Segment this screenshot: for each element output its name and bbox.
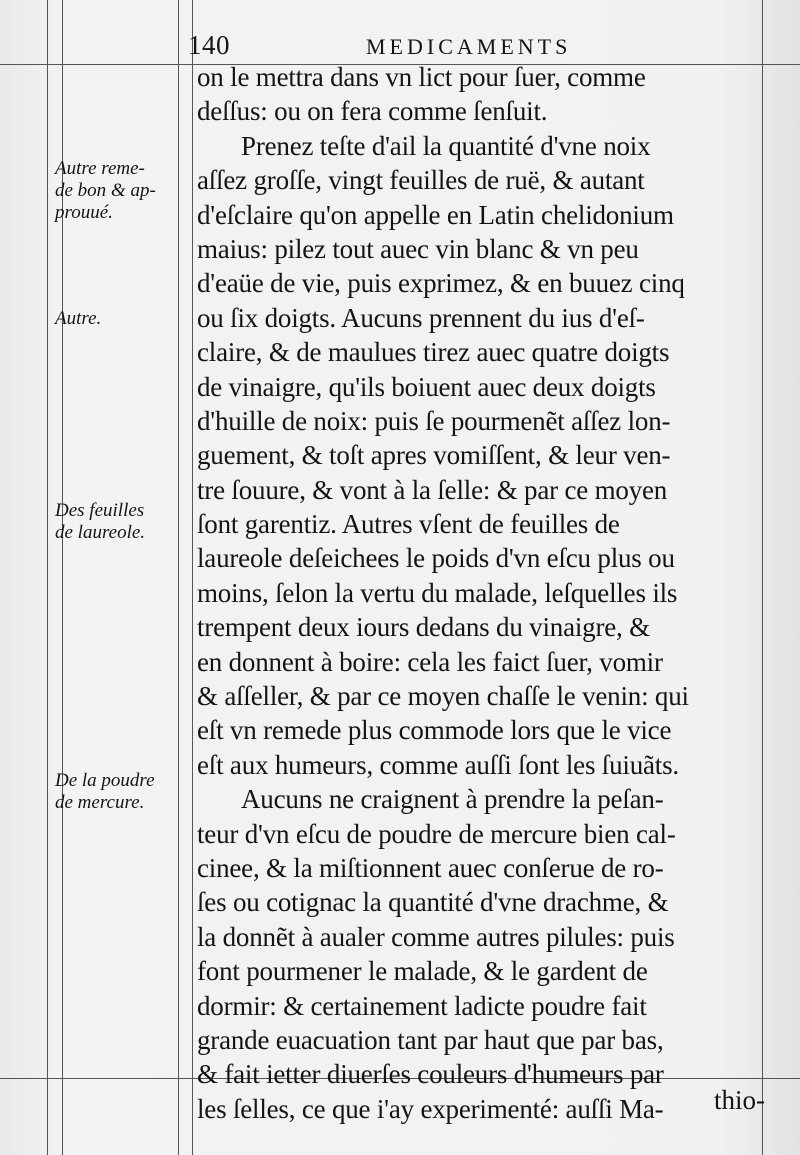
text-line: cinee, & la miſtionnent auec conſerue de ro- bbox=[197, 852, 664, 883]
margin-note-line: de bon & ap- bbox=[55, 180, 156, 201]
text-line: grande euacuation tant par haut que par bas, bbox=[197, 1024, 664, 1055]
main-text-block bbox=[197, 60, 755, 1126]
text-line: eſt aux humeurs, comme auſſi ſont les ſuiuãts. bbox=[197, 749, 679, 780]
margin-note-line: de mercure. bbox=[55, 792, 145, 813]
text-line: guement, & toſt apres vomiſſent, & leur ven- bbox=[197, 440, 671, 471]
text-line: trempent deux iours dedans du vinaigre, & bbox=[197, 612, 650, 643]
text-line: deſſus: ou on fera comme ſenſuit. bbox=[197, 96, 548, 127]
text-line: & fait ietter diuerſes couleurs d'humeurs par bbox=[197, 1059, 664, 1090]
running-title: MEDICAMENTS bbox=[366, 34, 572, 59]
margin-note-line: Autre. bbox=[55, 308, 102, 329]
text-line: ſes ou cotignac la quantité d'vne drachme, & bbox=[197, 887, 669, 918]
text-line: Prenez teſte d'ail la quantité d'vne noix bbox=[241, 130, 651, 161]
margin-note-laureole bbox=[55, 500, 190, 544]
catchword: thio- bbox=[714, 1085, 765, 1115]
text-line: d'eaüe de vie, puis exprimez, & en buuez cinq bbox=[197, 268, 685, 299]
text-line: maius: pilez tout auec vin blanc & vn peu bbox=[197, 233, 639, 264]
text-line: ou ſix doigts. Aucuns prennent du ius d'eſ- bbox=[197, 302, 645, 333]
text-line: tre ſouure, & vont à la ſelle: & par ce moyen bbox=[197, 474, 668, 505]
margin-note-autre bbox=[55, 308, 190, 330]
page-header bbox=[188, 30, 748, 64]
page-number: 140 bbox=[188, 30, 230, 60]
text-line: on le mettra dans vn lict pour ſuer, comme bbox=[197, 62, 646, 92]
text-line: la donnẽt à aualer comme autres pilules: puis bbox=[197, 921, 675, 952]
text-line: ſont garentiz. Autres vſent de feuilles de bbox=[197, 509, 620, 540]
text-line: en donnent à boire: cela les faict ſuer, vomir bbox=[197, 646, 663, 677]
text-line: aſſez groſſe, vingt feuilles de ruë, & autant bbox=[197, 165, 645, 196]
text-line: moins, ſelon la vertu du malade, leſquelles ils bbox=[197, 577, 678, 608]
margin-note-mercure bbox=[55, 770, 190, 814]
text-column-rule bbox=[192, 0, 193, 1155]
text-line: teur d'vn eſcu de poudre de mercure bien cal- bbox=[197, 818, 676, 849]
margin-note-line: Des feuilles bbox=[55, 500, 145, 521]
text-line: d'eſclaire qu'on appelle en Latin chelidonium bbox=[197, 199, 674, 230]
text-line: font pourmener le malade, & le gardent de bbox=[197, 956, 648, 987]
text-line: laureole deſeichees le poids d'vn eſcu plus ou bbox=[197, 543, 675, 574]
outer-left-rule bbox=[47, 0, 48, 1155]
margin-note-line: Autre reme- bbox=[55, 158, 145, 179]
margin-note-line: prouué. bbox=[55, 202, 113, 223]
text-line: Aucuns ne craignent à prendre la peſan- bbox=[241, 784, 664, 815]
text-line: dormir: & certainement ladicte poudre fait bbox=[197, 990, 647, 1021]
margin-note-line: de laureole. bbox=[55, 522, 146, 543]
right-rule bbox=[762, 0, 763, 1155]
text-line: claire, & de maulues tirez auec quatre doigts bbox=[197, 337, 670, 368]
text-line: & aſſeller, & par ce moyen chaſſe le venin: qui bbox=[197, 681, 689, 712]
margin-note-line: De la poudre bbox=[55, 770, 155, 791]
text-line: de vinaigre, qu'ils boiuent auec deux doigts bbox=[197, 371, 656, 402]
text-line: les ſelles, ce que i'ay experimenté: auſſi Ma- bbox=[197, 1093, 664, 1124]
text-line: eſt vn remede plus commode lors que le vice bbox=[197, 715, 672, 746]
margin-note-autre-remede bbox=[55, 158, 190, 224]
text-line: d'huille de noix: puis ſe pourmenẽt aſſez lon- bbox=[197, 405, 671, 436]
